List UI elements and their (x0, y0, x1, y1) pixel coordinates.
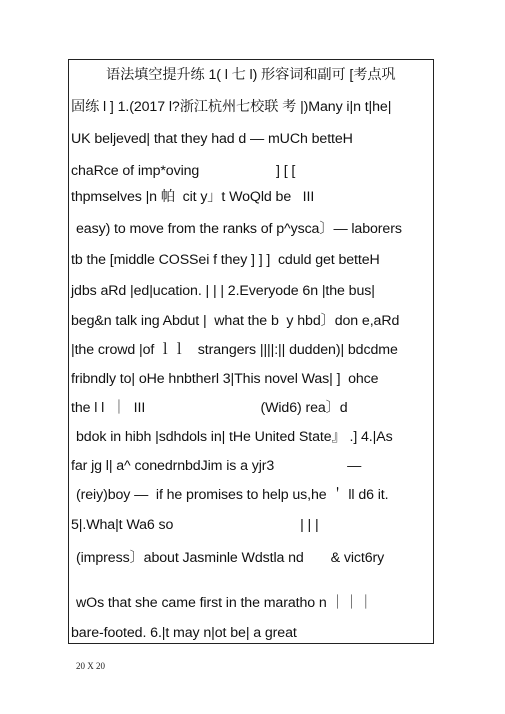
text-line: |the crowd |of ｌｌ strangers ||||:|| dudden)| bdcdme (71, 342, 398, 358)
text-line: tb the [middle COSSei f they ] ] ] cduld get betteH (71, 252, 380, 268)
text-line: bdok in hibh |sdhdols in| tHe United State』 .] 4.|As (76, 429, 393, 445)
text-line: (reiy)boy — if he promises to help us,he ＇ ll d6 it. (76, 487, 389, 503)
text-line: wOs that she came first in the maratho n ｜｜｜ (76, 595, 373, 611)
text-line: jdbs aRd |ed|ucation. | | | 2.Everyode 6n |the bus| (71, 283, 375, 299)
text-line: chaRce of imp*oving ] [ [ (71, 163, 296, 179)
text-line: bare-footed. 6.|t may n|ot be| a great (71, 625, 297, 641)
text-line: (impress〕about Jasminle Wdstla nd & vict6ry (76, 550, 385, 566)
text-line: easy) to move from the ranks of p^ysca〕— laborers (76, 221, 402, 237)
text-line: the l l ｜ III (Wid6) rea〕d (71, 400, 348, 416)
text-line: far jg l| a^ conedrnbdJim is a yjr3 — (71, 458, 362, 474)
text-line: fribndly to| oHe hnbtherl 3|This novel Was| ] ohce (71, 371, 379, 387)
text-line: beg&n talk ing Abdut | what the b y hbd〕don e,aRd (71, 313, 400, 329)
text-line: UK beljeved| that they had d — mUCh betteH (71, 131, 353, 147)
text-line: 语法填空提升练 1( l 七 l) 形容词和副可 [考点巩 (106, 67, 396, 83)
text-line: 5|.Wha|t Wa6 so | | | (71, 517, 319, 533)
text-line: 固练 l ] 1.(2017 l?浙江杭州七校联 考 |)Many i|n t|he| (71, 99, 392, 115)
page-footer: 20 X 20 (76, 661, 105, 671)
text-line: thpmselves |n 帕 cit y」t WoQld be III (71, 189, 315, 205)
